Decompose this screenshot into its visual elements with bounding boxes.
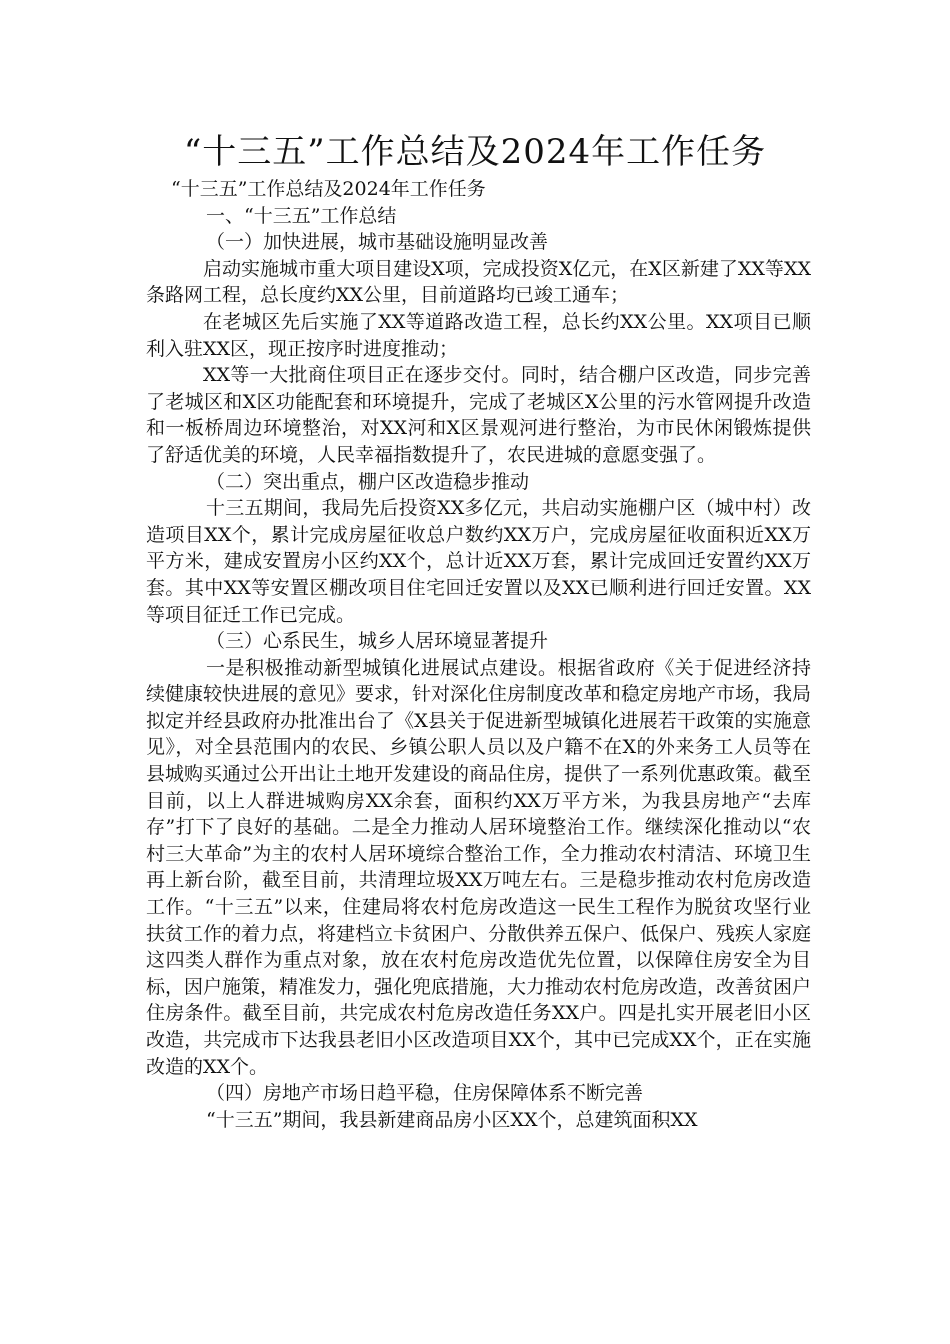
paragraph: XX等一大批商住项目正在逐步交付。同时，结合棚户区改造，同步完善了老城区和X区功能配套和环境提升，完成了老城区X公里的污水管网提升改造和一板桥周边环境整治，对XX河和X区景观河进行整治，为市民休闲锻炼提供了舒适优美的环境，人民幸福指数提升了，农民进城的意愿变强了。 bbox=[146, 364, 811, 466]
subsection-heading-2: （二）突出重点，棚户区改造稳步推动 bbox=[206, 470, 530, 493]
subsection-heading-3: （三）心系民生，城乡人居环境显著提升 bbox=[206, 630, 549, 653]
document-body bbox=[146, 176, 811, 1133]
subsection-heading-4: （四）房地产市场日趋平稳，住房保障体系不断完善 bbox=[206, 1082, 644, 1105]
paragraph: 启动实施城市重大项目建设X项，完成投资X亿元，在X区新建了XX等XX条路网工程，总长度约XX公里，目前道路均已竣工通车； bbox=[146, 257, 811, 307]
paragraph: “十三五”期间，我县新建商品房小区XX个，总建筑面积XX bbox=[206, 1108, 698, 1131]
paragraph: 十三五期间，我局先后投资XX多亿元，共启动实施棚户区（城中村）改造项目XX个，累计完成房屋征收总户数约XX万户，完成房屋征收面积近XX万平方米，建成安置房小区约XX个，总计近XX万套，累计完成回迁安置约XX万套。其中XX等安置区棚改项目住宅回迁安置以及XX已顺利进行回迁安置。XX等项目征迁工作已完成。 bbox=[146, 497, 811, 626]
document-title: “十三五”工作总结及2024年工作任务 bbox=[183, 132, 767, 172]
subsection-heading-1: （一）加快进展，城市基础设施明显改善 bbox=[206, 231, 549, 254]
section-heading-1: 一、“十三五”工作总结 bbox=[206, 204, 397, 227]
paragraph: 一是积极推动新型城镇化进展试点建设。根据省政府《关于促进经济持续健康较快进展的意见》要求，针对深化住房制度改革和稳定房地产市场，我局拟定并经县政府办批准出台了《X县关于促进新型城镇化进展若干政策的实施意见》，对全县范围内的农民、乡镇公职人员以及户籍不在X的外来务工人员等在县城购买通过公开出让土地开发建设的商品住房，提供了一系列优惠政策。截至目前，以上人群进城购房XX余套，面积约XX万平方米，为我县房地产“去库存”打下了良好的基础。二是全力推动人居环境整治工作。继续深化推动以“农村三大革命”为主的农村人居环境综合整治工作，全力推动农村清洁、环境卫生再上新台阶，截至目前，共清理垃圾XX万吨左右。三是稳步推动农村危房改造工作。“十三五”以来，住建局将农村危房改造这一民生工程作为脱贫攻坚行业扶贫工作的着力点，将建档立卡贫困户、分散供养五保户、低保户、残疾人家庭这四类人群作为重点对象，放在农村危房改造优先位置，以保障住房安全为目标，因户施策，精准发力，强化兜底措施，大力推动农村危房改造，改善贫困户住房条件。截至目前，共完成农村危房改造任务XX户。四是扎实开展老旧小区改造，共完成市下达我县老旧小区改造项目XX个，其中已完成XX个，正在实施改造的XX个。 bbox=[146, 656, 812, 1078]
document-subtitle: “十三五”工作总结及2024年工作任务 bbox=[171, 178, 486, 200]
paragraph: 在老城区先后实施了XX等道路改造工程，总长约XX公里。XX项目已顺利入驻XX区，现正按序时进度推动； bbox=[146, 310, 811, 360]
